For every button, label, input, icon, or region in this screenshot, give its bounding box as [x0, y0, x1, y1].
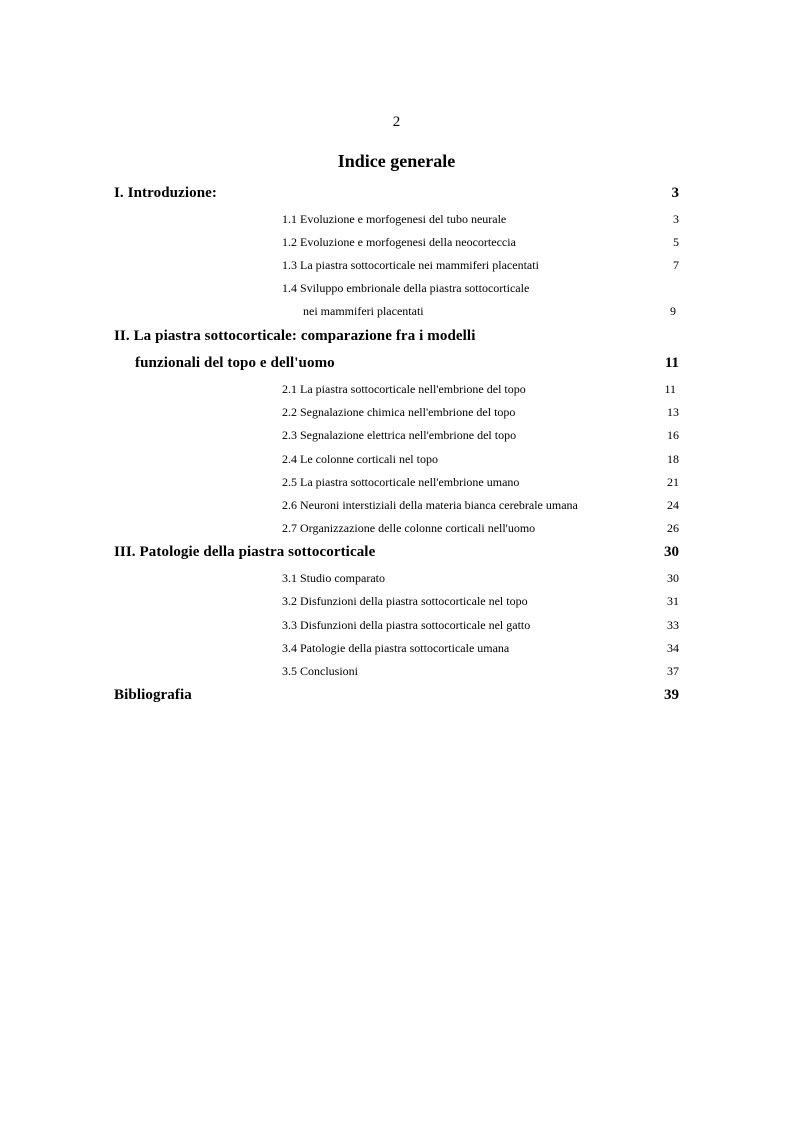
section-label-continuation: nei mammiferi placentati [303, 304, 424, 318]
section-label: 2.5 La piastra sottocorticale nell'embrione umano [282, 475, 520, 489]
section-page: 31 [667, 594, 679, 608]
section-page: 30 [667, 571, 679, 585]
section-label: 1.4 Sviluppo embrionale della piastra sottocorticale [282, 281, 530, 295]
section-label: 1.3 La piastra sottocorticale nei mammiferi placentati [282, 258, 539, 272]
section-page: 18 [667, 452, 679, 466]
section-label: 3.4 Patologie della piastra sottocorticale umana [282, 641, 510, 655]
section-page: 13 [667, 405, 679, 419]
section-label: 2.7 Organizzazione delle colonne corticali nell'uomo [282, 521, 536, 535]
section-page: 33 [667, 618, 679, 632]
section-page: 24 [667, 498, 679, 512]
section-label: 2.3 Segnalazione elettrica nell'embrione del topo [282, 428, 517, 442]
chapter-label: Bibliografia [114, 687, 192, 703]
section-page: 3 [673, 212, 679, 226]
section-page: 16 [667, 428, 679, 442]
section-page: 5 [673, 235, 679, 249]
section-label: 3.1 Studio comparato [282, 571, 385, 585]
section-label: 2.4 Le colonne corticali nel topo [282, 452, 438, 466]
chapter-label: I. Introduzione: [114, 185, 218, 201]
chapter-label-continuation: funzionali del topo e dell'uomo [135, 355, 335, 371]
section-label: 2.1 La piastra sottocorticale nell'embrione del topo [282, 382, 526, 396]
section-label: 2.2 Segnalazione chimica nell'embrione del topo [282, 405, 516, 419]
section-label: 2.6 Neuroni interstiziali della materia bianca cerebrale umana [282, 498, 578, 512]
section-page: 9 [670, 304, 676, 318]
section-label: 3.3 Disfunzioni della piastra sottocorticale nel gatto [282, 618, 531, 632]
section-page: 37 [667, 664, 679, 678]
chapter-page: 3 [671, 185, 679, 201]
page-number: 2 [392, 114, 401, 130]
toc-title: Indice generale [337, 151, 456, 171]
section-label: 1.2 Evoluzione e morfogenesi della neocorteccia [282, 235, 516, 249]
section-page: 11 [664, 382, 676, 396]
section-page: 21 [667, 475, 679, 489]
chapter-label: II. La piastra sottocorticale: comparazione fra i modelli [114, 328, 476, 344]
section-label: 3.2 Disfunzioni della piastra sottocorticale nel topo [282, 594, 528, 608]
section-page: 34 [667, 641, 679, 655]
section-label: 1.1 Evoluzione e morfogenesi del tubo neurale [282, 212, 507, 226]
section-page: 7 [673, 258, 679, 272]
section-page: 26 [667, 521, 679, 535]
chapter-page: 11 [664, 355, 679, 371]
section-label: 3.5 Conclusioni [282, 664, 359, 678]
chapter-label: III. Patologie della piastra sottocorticale [114, 544, 376, 560]
chapter-page: 30 [664, 544, 679, 560]
chapter-page: 39 [664, 687, 679, 703]
